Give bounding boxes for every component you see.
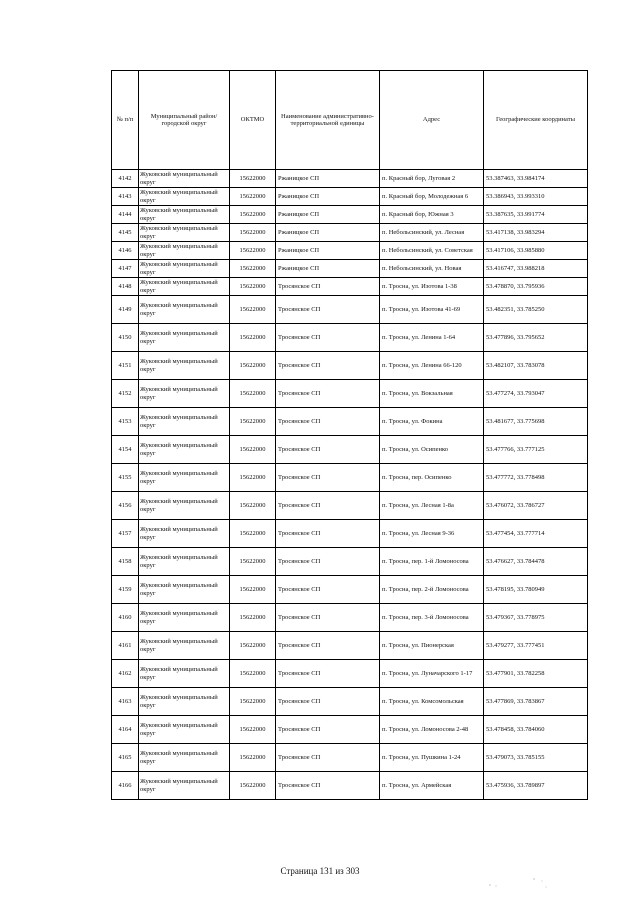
table-body [112,170,588,800]
cell-address: п. Небольсинский, ул. Советская [380,242,484,260]
cell-oktmo: 15622000 [230,296,276,324]
cell-oktmo: 15622000 [230,260,276,278]
cell-coordinates: 53.478195, 33.780949 [484,576,588,604]
table-row [112,688,588,716]
cell-oktmo: 15622000 [230,632,276,660]
cell-admin-unit: Тросянское СП [276,744,380,772]
cell-municipality: Жуковский муниципальный округ [139,772,230,800]
cell-coordinates: 53.477274, 33.793047 [484,380,588,408]
table-row [112,492,588,520]
cell-coordinates: 53.477901, 33.782258 [484,660,588,688]
cell-num: 4152 [112,380,139,408]
address-register-table [111,70,588,800]
cell-admin-unit: Тросянское СП [276,352,380,380]
cell-admin-unit: Тросянское СП [276,380,380,408]
cell-num: 4147 [112,260,139,278]
cell-address: п. Тросна, пер. 3-й Ломоносова [380,604,484,632]
cell-municipality: Жуковский муниципальный округ [139,464,230,492]
cell-admin-unit: Ржаницкое СП [276,188,380,206]
cell-municipality: Жуковский муниципальный округ [139,188,230,206]
cell-num: 4151 [112,352,139,380]
scan-specks [486,873,566,893]
cell-num: 4160 [112,604,139,632]
cell-coordinates: 53.476072, 33.786727 [484,492,588,520]
cell-address: п. Тросна, ул. Армейская [380,772,484,800]
header-num: № п/п [112,71,139,170]
header-address: Адрес [380,71,484,170]
cell-address: п. Небольсинский, ул. Новая [380,260,484,278]
table-row [112,772,588,800]
cell-num: 4145 [112,224,139,242]
cell-oktmo: 15622000 [230,520,276,548]
cell-num: 4166 [112,772,139,800]
cell-coordinates: 53.482107, 33.783078 [484,352,588,380]
cell-num: 4148 [112,278,139,296]
cell-address: п. Тросна, ул. Изотова 41-69 [380,296,484,324]
cell-address: п. Небольсинский, ул. Лесная [380,224,484,242]
cell-coordinates: 53.482351, 33.785250 [484,296,588,324]
cell-coordinates: 53.477896, 33.795652 [484,324,588,352]
cell-municipality: Жуковский муниципальный округ [139,716,230,744]
cell-admin-unit: Тросянское СП [276,772,380,800]
table-row [112,576,588,604]
cell-admin-unit: Тросянское СП [276,492,380,520]
cell-address: п. Тросна, ул. Ленина 66-120 [380,352,484,380]
table-row [112,436,588,464]
cell-num: 4159 [112,576,139,604]
table-row [112,296,588,324]
cell-address: п. Тросна, ул. Комсомольская [380,688,484,716]
cell-admin-unit: Ржаницкое СП [276,170,380,188]
cell-oktmo: 15622000 [230,278,276,296]
cell-oktmo: 15622000 [230,188,276,206]
cell-admin-unit: Тросянское СП [276,436,380,464]
cell-coordinates: 53.417138, 33.983294 [484,224,588,242]
cell-admin-unit: Тросянское СП [276,576,380,604]
table-row [112,548,588,576]
table-row [112,170,588,188]
cell-admin-unit: Тросянское СП [276,688,380,716]
cell-admin-unit: Ржаницкое СП [276,224,380,242]
cell-coordinates: 53.479073, 33.785155 [484,744,588,772]
cell-oktmo: 15622000 [230,352,276,380]
cell-coordinates: 53.475936, 33.789897 [484,772,588,800]
cell-num: 4161 [112,632,139,660]
cell-coordinates: 53.479367, 33.778975 [484,604,588,632]
cell-coordinates: 53.416747, 33.988218 [484,260,588,278]
cell-municipality: Жуковский муниципальный округ [139,520,230,548]
cell-coordinates: 53.477454, 33.777714 [484,520,588,548]
table-row [112,520,588,548]
cell-municipality: Жуковский муниципальный округ [139,744,230,772]
cell-num: 4158 [112,548,139,576]
cell-num: 4163 [112,688,139,716]
table-row [112,278,588,296]
cell-oktmo: 15622000 [230,436,276,464]
cell-coordinates: 53.477766, 33.777125 [484,436,588,464]
cell-municipality: Жуковский муниципальный округ [139,548,230,576]
cell-oktmo: 15622000 [230,604,276,632]
cell-municipality: Жуковский муниципальный округ [139,408,230,436]
table-row [112,604,588,632]
cell-municipality: Жуковский муниципальный округ [139,224,230,242]
cell-municipality: Жуковский муниципальный округ [139,660,230,688]
cell-address: п. Тросна, ул. Вокзальная [380,380,484,408]
table-row [112,206,588,224]
cell-admin-unit: Тросянское СП [276,660,380,688]
cell-num: 4149 [112,296,139,324]
table-row [112,408,588,436]
cell-admin-unit: Тросянское СП [276,548,380,576]
table-row [112,260,588,278]
cell-address: п. Тросна, пер. Осипенко [380,464,484,492]
cell-municipality: Жуковский муниципальный округ [139,632,230,660]
cell-municipality: Жуковский муниципальный округ [139,576,230,604]
cell-municipality: Жуковский муниципальный округ [139,324,230,352]
cell-municipality: Жуковский муниципальный округ [139,170,230,188]
cell-num: 4150 [112,324,139,352]
cell-address: п. Тросна, ул. Фокина [380,408,484,436]
cell-municipality: Жуковский муниципальный округ [139,380,230,408]
cell-admin-unit: Ржаницкое СП [276,260,380,278]
cell-num: 4146 [112,242,139,260]
cell-oktmo: 15622000 [230,744,276,772]
cell-num: 4143 [112,188,139,206]
header-oktmo: ОКТМО [230,71,276,170]
cell-coordinates: 53.477869, 33.783867 [484,688,588,716]
cell-address: п. Тросна, ул. Лесная 9-36 [380,520,484,548]
cell-municipality: Жуковский муниципальный округ [139,492,230,520]
cell-coordinates: 53.478870, 33.795936 [484,278,588,296]
cell-coordinates: 53.478458, 33.784060 [484,716,588,744]
cell-admin-unit: Тросянское СП [276,296,380,324]
cell-oktmo: 15622000 [230,170,276,188]
cell-num: 4156 [112,492,139,520]
header-admin-unit: Наименование административно-территориальной единицы [276,71,380,170]
table-row [112,464,588,492]
header-coordinates: Географические координаты [484,71,588,170]
cell-admin-unit: Тросянское СП [276,464,380,492]
cell-oktmo: 15622000 [230,206,276,224]
cell-num: 4162 [112,660,139,688]
cell-admin-unit: Тросянское СП [276,604,380,632]
cell-oktmo: 15622000 [230,408,276,436]
cell-coordinates: 53.417106, 33.985880 [484,242,588,260]
cell-address: п. Тросна, пер. 1-й Ломоносова [380,548,484,576]
cell-municipality: Жуковский муниципальный округ [139,260,230,278]
cell-admin-unit: Ржаницкое СП [276,206,380,224]
cell-address: п. Тросна, ул. Пионерская [380,632,484,660]
cell-admin-unit: Тросянское СП [276,324,380,352]
cell-num: 4157 [112,520,139,548]
cell-coordinates: 53.387463, 33.984174 [484,170,588,188]
cell-municipality: Жуковский муниципальный округ [139,436,230,464]
cell-municipality: Жуковский муниципальный округ [139,242,230,260]
table-row [112,224,588,242]
cell-num: 4165 [112,744,139,772]
page-number: Страница 131 из 303 [280,866,360,876]
cell-oktmo: 15622000 [230,548,276,576]
cell-oktmo: 15622000 [230,688,276,716]
table-row [112,188,588,206]
cell-num: 4154 [112,436,139,464]
cell-admin-unit: Тросянское СП [276,520,380,548]
cell-oktmo: 15622000 [230,464,276,492]
cell-num: 4164 [112,716,139,744]
header-municipality: Муниципальный район/городской округ [139,71,230,170]
cell-address: п. Красный бор, Молодежная 6 [380,188,484,206]
cell-address: п. Тросна, ул. Ленина 1-64 [380,324,484,352]
cell-municipality: Жуковский муниципальный округ [139,352,230,380]
cell-coordinates: 53.477772, 33.778498 [484,464,588,492]
table-row [112,380,588,408]
cell-admin-unit: Тросянское СП [276,716,380,744]
cell-address: п. Тросна, ул. Лесная 1-8а [380,492,484,520]
cell-municipality: Жуковский муниципальный округ [139,206,230,224]
cell-num: 4142 [112,170,139,188]
cell-oktmo: 15622000 [230,576,276,604]
cell-address: п. Тросна, пер. 2-й Ломоносова [380,576,484,604]
cell-admin-unit: Тросянское СП [276,632,380,660]
cell-oktmo: 15622000 [230,242,276,260]
cell-coordinates: 53.386943, 33.993310 [484,188,588,206]
cell-oktmo: 15622000 [230,380,276,408]
cell-oktmo: 15622000 [230,224,276,242]
cell-coordinates: 53.481677, 33.775698 [484,408,588,436]
cell-oktmo: 15622000 [230,716,276,744]
cell-num: 4153 [112,408,139,436]
cell-address: п. Тросна, ул. Луначарского 1-17 [380,660,484,688]
cell-oktmo: 15622000 [230,660,276,688]
cell-admin-unit: Ржаницкое СП [276,242,380,260]
cell-municipality: Жуковский муниципальный округ [139,278,230,296]
table-header-row [112,71,588,170]
cell-address: п. Тросна, ул. Ломоносова 2-48 [380,716,484,744]
table-row [112,744,588,772]
cell-oktmo: 15622000 [230,492,276,520]
cell-municipality: Жуковский муниципальный округ [139,604,230,632]
cell-address: п. Троснa, ул. Изотова 1-38 [380,278,484,296]
cell-coordinates: 53.476627, 33.784478 [484,548,588,576]
table-row [112,632,588,660]
cell-admin-unit: Тросянское СП [276,278,380,296]
table-row [112,352,588,380]
cell-address: п. Красный бор, Луговая 2 [380,170,484,188]
cell-address: п. Красный бор, Южная 3 [380,206,484,224]
cell-oktmo: 15622000 [230,324,276,352]
cell-oktmo: 15622000 [230,772,276,800]
table-row [112,242,588,260]
cell-num: 4155 [112,464,139,492]
table-row [112,660,588,688]
cell-num: 4144 [112,206,139,224]
cell-address: п. Тросна, ул. Пушкина 1-24 [380,744,484,772]
table-row [112,324,588,352]
table-row [112,716,588,744]
cell-municipality: Жуковский муниципальный округ [139,688,230,716]
cell-coordinates: 53.479277, 33.777451 [484,632,588,660]
cell-municipality: Жуковский муниципальный округ [139,296,230,324]
cell-admin-unit: Тросянское СП [276,408,380,436]
cell-coordinates: 53.387635, 33.991774 [484,206,588,224]
cell-address: п. Тросна, ул. Осипенко [380,436,484,464]
